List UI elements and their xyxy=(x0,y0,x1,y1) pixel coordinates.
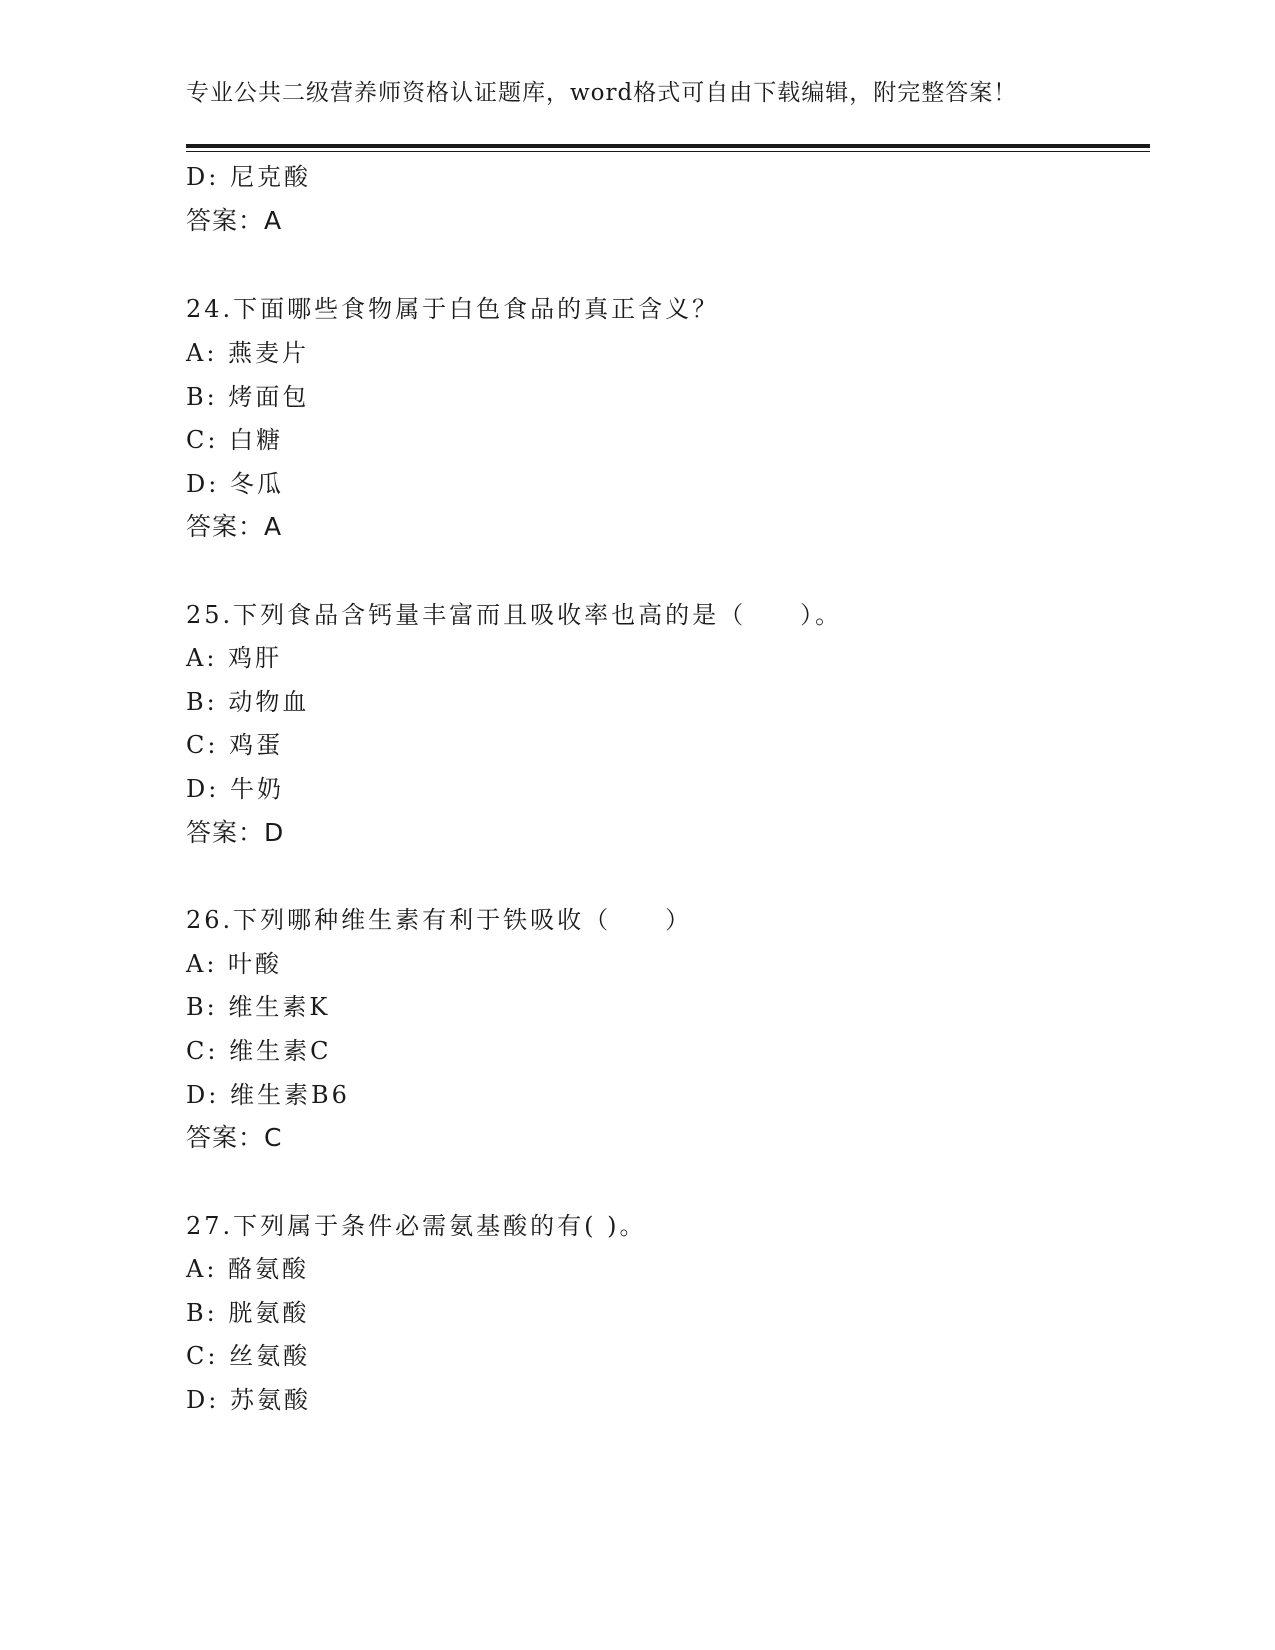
option-line: A: 鸡肝 xyxy=(186,644,283,672)
answer-line: 答案：C xyxy=(186,1123,283,1152)
option-line: D: 牛奶 xyxy=(186,775,284,803)
question-line: 26.下列哪种维生素有利于铁吸收（ ） xyxy=(186,906,693,934)
option-line: B: 维生素K xyxy=(186,993,331,1021)
header-rule-thick xyxy=(186,144,1150,148)
option-line: A: 叶酸 xyxy=(186,950,283,978)
question-line: 25.下列食品含钙量丰富而且吸收率也高的是（ ）。 xyxy=(186,601,843,629)
option-line: D: 维生素B6 xyxy=(186,1081,350,1109)
option-line: C: 维生素C xyxy=(186,1037,332,1065)
question-line: 27.下列属于条件必需氨基酸的有( )。 xyxy=(186,1212,647,1240)
option-line: D: 冬瓜 xyxy=(186,470,284,498)
option-line: A: 酪氨酸 xyxy=(186,1255,310,1283)
option-line: A: 燕麦片 xyxy=(186,339,310,367)
question-line: 24.下面哪些食物属于白色食品的真正含义？ xyxy=(186,295,720,323)
answer-line: 答案：D xyxy=(186,818,285,847)
option-line: C: 鸡蛋 xyxy=(186,731,284,759)
page-header: 专业公共二级营养师资格认证题库，word格式可自由下载编辑，附完整答案！ xyxy=(186,80,1018,106)
option-line: B: 胱氨酸 xyxy=(186,1299,310,1327)
option-line: B: 动物血 xyxy=(186,688,310,716)
option-line: C: 白糖 xyxy=(186,426,284,454)
header-rule-thin xyxy=(186,151,1150,152)
answer-line: 答案：A xyxy=(186,512,283,541)
option-line: D: 尼克酸 xyxy=(186,163,311,191)
option-line: C: 丝氨酸 xyxy=(186,1342,311,1370)
option-line: B: 烤面包 xyxy=(186,383,310,411)
option-line: D: 苏氨酸 xyxy=(186,1386,311,1414)
answer-line: 答案：A xyxy=(186,206,283,235)
